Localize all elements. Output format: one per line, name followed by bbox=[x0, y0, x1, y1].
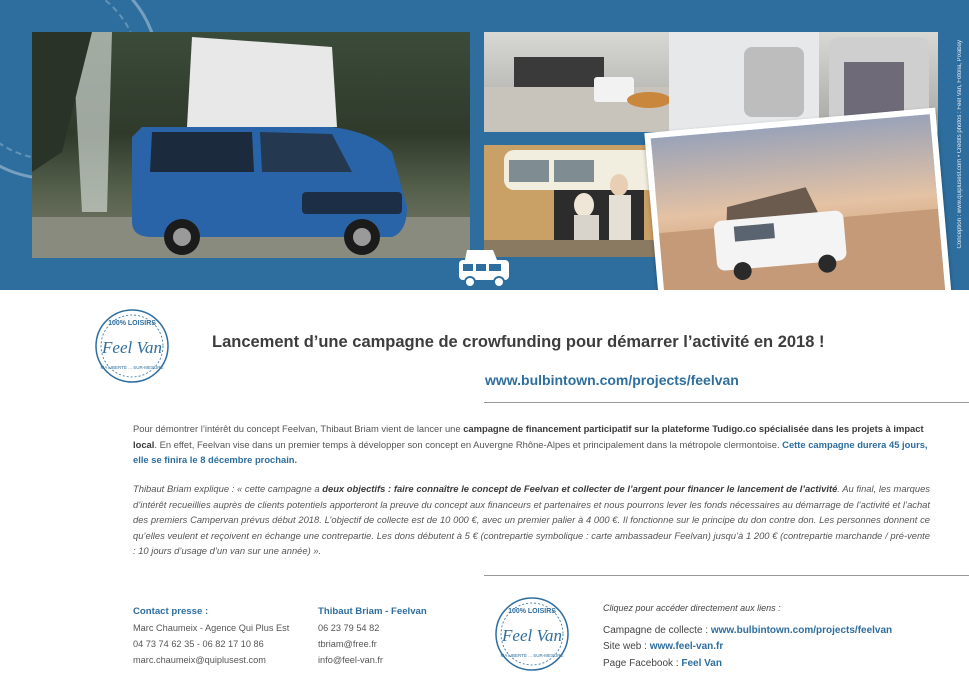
p1-bold-1: campagne de financement participatif sur la plateforme Tudigo.co spécialisée dans les projets à impact local bbox=[133, 423, 924, 450]
p1-text-2: . En effet, Feelvan vise dans un premier temps à développer son concept en Auvergne Rhône-Alpes et principalement dans la métropole clermontoise. bbox=[154, 438, 783, 450]
beach-van-photo bbox=[644, 108, 951, 290]
van-icon bbox=[455, 246, 515, 290]
links-intro: Cliquez pour accéder directement aux liens : bbox=[603, 603, 781, 613]
link-campaign-row bbox=[603, 623, 892, 640]
feelvan-logo bbox=[82, 305, 182, 392]
links-block bbox=[603, 600, 892, 672]
quote-paragraph bbox=[133, 481, 930, 559]
link-site-row bbox=[603, 639, 892, 656]
link-site-label: Site web : bbox=[603, 641, 650, 652]
logo-footer-brand: Feel Van bbox=[502, 626, 562, 645]
logo-footer-top-text: 100% LOISIRS bbox=[508, 608, 556, 615]
founder-contact-phone: 06 23 79 54 82 bbox=[318, 623, 380, 633]
logo-top-text: 100% LOISIRS bbox=[108, 320, 156, 327]
header-banner bbox=[0, 0, 969, 290]
divider bbox=[484, 402, 969, 403]
link-campaign-label: Campagne de collecte : bbox=[603, 624, 711, 636]
press-contact-title: Contact presse : bbox=[133, 606, 209, 617]
link-facebook[interactable]: Feel Van bbox=[681, 657, 722, 669]
p2-text-2: . Au final, les marques d’intérêt recueillies auprès de clients potentiels apporteront la preuve du concept aux financeurs et partenaires et nous pourrons lever les fonds nécessaires au démarrage de l’activité et l’achat des premiers Campervan prévus début 2018. L’objectif de collecte est de 10 000 €, avec un premier palier à 4 000 €. Il fonctionne sur le principe du don contre don. Les personnes donnent ce qu’elles veulent et reçoivent en échange une contrepartie. Les dons débutent à 5 € (contrepartie symbolique : carte ambassadeur Feelvan) jusqu’à 1 200 € (contrepartie marchande / pré-vente : 10 jours d’usage d’un van sur une année) ». bbox=[133, 483, 930, 556]
photo-credit: Conception : www.quiplusest.com • Crédits photos : Feel Van, Fotolia, Pixabay bbox=[957, 40, 963, 249]
link-site[interactable]: www.feel-van.fr bbox=[649, 641, 724, 652]
press-contact bbox=[133, 604, 289, 668]
blue-van-photo bbox=[32, 32, 470, 258]
link-facebook-row bbox=[603, 656, 892, 673]
founder-contact-info-email[interactable]: info@feel-van.fr bbox=[318, 655, 383, 665]
p1-text-1: Pour démontrer l’intérêt du concept Feelvan, Thibaut Briam vient de lancer une bbox=[133, 423, 464, 434]
founder-contact-email[interactable]: tbriam@free.fr bbox=[318, 639, 377, 649]
p2-bold-1: deux objectifs : faire connaître le concept de Feelvan et collecter de l’argent pour financer le lancement de l’activité bbox=[322, 483, 838, 494]
intro-paragraph bbox=[133, 421, 930, 468]
feelvan-logo-footer bbox=[482, 593, 582, 680]
p1-highlight: Cette campagne durera 45 jours, elle se finira le 8 décembre prochain. bbox=[133, 438, 928, 465]
press-contact-phone: 04 73 74 62 35 - 06 82 17 10 86 bbox=[133, 639, 264, 649]
founder-contact bbox=[318, 604, 427, 668]
link-campaign[interactable]: www.bulbintown.com/projects/feelvan bbox=[710, 624, 893, 636]
press-contact-email[interactable]: marc.chaumeix@quiplusest.com bbox=[133, 655, 266, 665]
logo-brand: Feel Van bbox=[102, 338, 162, 357]
campaign-url-link[interactable]: www.bulbintown.com/projects/feelvan bbox=[485, 372, 739, 388]
logo-footer-bottom-text: MA LIBERTÉ ... SUR-MESURE bbox=[500, 653, 564, 658]
press-contact-agency: Marc Chaumeix - Agence Qui Plus Est bbox=[133, 623, 290, 633]
p2-text-1: Thibaut Briam explique : « cette campagne a bbox=[133, 483, 323, 494]
founder-contact-title: Thibaut Briam - Feelvan bbox=[318, 606, 427, 617]
divider-bottom bbox=[484, 575, 969, 576]
page-title: Lancement d’une campagne de crowfunding pour démarrer l’activité en 2018 ! bbox=[212, 333, 825, 351]
logo-bottom-text: MA LIBERTÉ ... SUR-MESURE bbox=[100, 365, 164, 370]
link-facebook-label: Page Facebook : bbox=[603, 657, 682, 669]
